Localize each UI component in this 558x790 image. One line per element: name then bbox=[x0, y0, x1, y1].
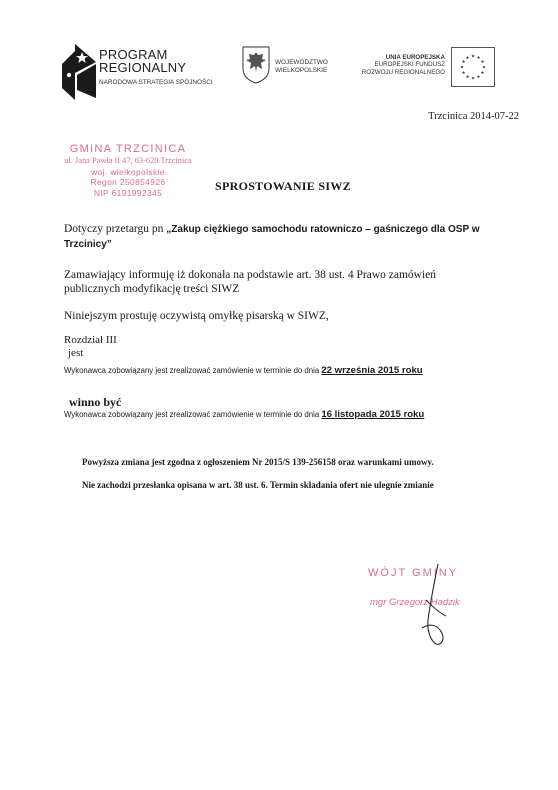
old-date: 22 września 2015 roku bbox=[321, 365, 423, 376]
eu-flag-icon bbox=[451, 47, 495, 87]
section-label: Rozdział III bbox=[64, 334, 117, 346]
note-compliance: Powyższa zmiana jest zgodna z ogłoszeniem Nr 2015/S 139-256158 oraz warunkami umowy. bbox=[82, 457, 434, 467]
new-date: 16 listopada 2015 roku bbox=[321, 409, 425, 420]
reference-paragraph bbox=[64, 222, 494, 252]
eu-star-icon: ★ bbox=[470, 53, 476, 59]
wojewodztwo-logo bbox=[242, 46, 342, 86]
eu-star-icon: ★ bbox=[476, 54, 481, 60]
eu-star-icon: ★ bbox=[461, 59, 466, 64]
new-condition-text: Wykonawca zobowiązany jest zrealizować zamówienie w terminie do dnia bbox=[64, 410, 322, 419]
eu-star-icon: ★ bbox=[480, 70, 485, 75]
eu-line-1: UNIA EUROPEJSKA bbox=[385, 54, 445, 61]
eu-line-3: ROZWOJU REGIONALNEGO bbox=[361, 68, 445, 76]
info-paragraph: Zamawiający informuję iż dokonała na podstawie art. 38 ust. 4 Prawo zamówień publicznych modyfikację treści SIWZ bbox=[64, 269, 437, 295]
program-subtitle: NARODOWA STRATEGIA SPÓJNOŚCI bbox=[99, 79, 213, 86]
old-condition-text: Wykonawca zobowiązany jest zrealizować zamówienie w terminie do dnia bbox=[64, 366, 322, 375]
eagle-shield-icon bbox=[242, 46, 270, 84]
program-title bbox=[99, 48, 186, 74]
new-condition bbox=[64, 409, 424, 420]
eu-star-icon: ★ bbox=[476, 74, 481, 80]
eu-star-icon: ★ bbox=[461, 70, 466, 75]
wojewodztwo-line-1: WOJEWÓDZTWO bbox=[275, 59, 328, 66]
stamp-nip: NIP 6191992345 bbox=[93, 187, 163, 198]
old-condition bbox=[64, 365, 423, 376]
signature-title: WÓJT GMINY bbox=[368, 567, 459, 579]
stamp-address: ul. Jana Pawła II 47, 63-620 Trzcinica bbox=[64, 156, 192, 165]
eu-star-icon: ★ bbox=[470, 75, 476, 81]
municipality-stamp bbox=[38, 143, 218, 198]
eu-text bbox=[362, 54, 445, 76]
program-title-line-2: REGIONALNY bbox=[99, 60, 187, 75]
wojewodztwo-line-2: WIELKOPOLSKIE bbox=[275, 66, 328, 74]
stamp-region: woj. wielkopolskie bbox=[91, 166, 165, 177]
correction-paragraph: Niniejszym prostuję oczywistą omyłkę pisarską w SIWZ, bbox=[64, 310, 329, 322]
stamp-regon: Regon 250854926 bbox=[90, 177, 166, 188]
is-label: jest bbox=[68, 347, 84, 359]
eu-star-icon: ★ bbox=[480, 59, 485, 64]
eu-star-icon: ★ bbox=[481, 64, 487, 70]
eu-line-2: EUROPEJSKI FUNDUSZ bbox=[374, 61, 445, 69]
place-date: Trzcinica 2014-07-22 bbox=[428, 111, 519, 122]
program-title-line-1: PROGRAM bbox=[99, 47, 168, 62]
eu-star-icon: ★ bbox=[459, 64, 465, 70]
handwritten-signature-icon bbox=[408, 560, 458, 650]
document-title: SPROSTOWANIE SIWZ bbox=[215, 179, 351, 193]
eu-star-icon: ★ bbox=[465, 54, 470, 60]
eu-logo bbox=[355, 45, 495, 89]
should-be-label: winno być bbox=[69, 395, 122, 409]
reference-prefix: Dotyczy przetargu pn bbox=[64, 223, 167, 235]
eu-star-icon: ★ bbox=[465, 74, 470, 80]
program-regionalny-logo bbox=[62, 42, 232, 102]
eu-stars-icon bbox=[452, 48, 494, 86]
wojewodztwo-text bbox=[275, 59, 328, 74]
note-deadline: Nie zachodzi przesłanka opisana w art. 38 ust. 6. Termin składania ofert nie ulegnie zmianie bbox=[82, 480, 434, 490]
signature-name: mgr Grzegorz Hadzik bbox=[370, 597, 460, 608]
tender-name: „Zakup ciężkiego samochodu ratowniczo – gaśniczego dla OSP w Trzcinicy” bbox=[64, 224, 480, 250]
program-regionalny-emblem-icon bbox=[62, 42, 96, 100]
stamp-name: GMINA TRZCINICA bbox=[69, 143, 187, 155]
